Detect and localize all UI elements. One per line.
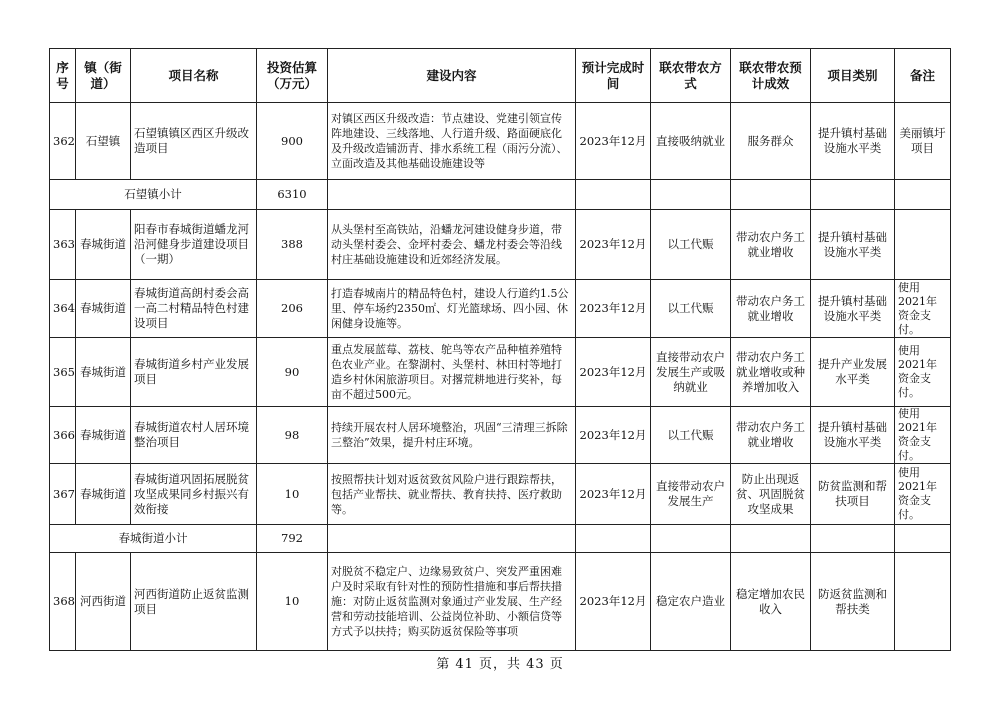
row-method: 直接带动农户发展生产 (651, 464, 731, 525)
row-no: 363 (50, 210, 76, 280)
subtotal-label: 石望镇小计 (50, 180, 257, 210)
subtotal-row (50, 525, 951, 553)
row-note (895, 553, 951, 651)
row-no: 362 (50, 103, 76, 180)
row-project-name: 河西街道防止返贫监测项目 (131, 553, 257, 651)
row-investment: 98 (257, 407, 328, 464)
row-time: 2023年12月 (576, 407, 651, 464)
row-effect: 带动农户务工就业增收 (731, 407, 811, 464)
row-time: 2023年12月 (576, 553, 651, 651)
row-method: 以工代赈 (651, 407, 731, 464)
row-project-name: 春城街道巩固拓展脱贫攻坚成果同乡村振兴有效衔接 (131, 464, 257, 525)
row-time: 2023年12月 (576, 103, 651, 180)
table-row (50, 338, 951, 407)
table-row (50, 210, 951, 280)
header-town: 镇（街道） (76, 49, 131, 103)
row-method: 直接吸纳就业 (651, 103, 731, 180)
header-content: 建设内容 (328, 49, 576, 103)
header-project-name: 项目名称 (131, 49, 257, 103)
header-category: 项目类别 (811, 49, 895, 103)
row-town: 石望镇 (76, 103, 131, 180)
row-category: 防贫监测和帮扶项目 (811, 464, 895, 525)
row-town: 春城街道 (76, 338, 131, 407)
row-effect: 防止出现返贫、巩固脱贫攻坚成果 (731, 464, 811, 525)
row-content: 对脱贫不稳定户、边缘易致贫户、突发严重困难户及时采取有针对性的预防性措施和事后帮扶措施：对防止返贫监测对象通过产业发展、生产经营和劳动技能培训、公益岗位补助、小额信贷等方式予以扶持；购买防返贫保险等事项 (328, 553, 576, 651)
subtotal-row (50, 180, 951, 210)
row-no: 364 (50, 280, 76, 338)
row-project-name: 春城街道高朗村委会高一高二村精品特色村建设项目 (131, 280, 257, 338)
row-note: 使用2021年资金支付。 (895, 464, 951, 525)
row-project-name: 春城街道农村人居环境整治项目 (131, 407, 257, 464)
row-content: 按照帮扶计划对返贫致贫风险户进行跟踪帮扶，包括产业帮扶、就业帮扶、教育扶持、医疗救助等。 (328, 464, 576, 525)
row-no: 365 (50, 338, 76, 407)
row-note (895, 210, 951, 280)
row-investment: 90 (257, 338, 328, 407)
header-investment: 投资估算（万元） (257, 49, 328, 103)
row-content: 持续开展农村人居环境整治，巩固“三清理三拆除三整治”效果，提升村庄环境。 (328, 407, 576, 464)
row-town: 春城街道 (76, 407, 131, 464)
row-effect: 服务群众 (731, 103, 811, 180)
table-row (50, 280, 951, 338)
row-method: 直接带动农户发展生产或吸纳就业 (651, 338, 731, 407)
row-town: 春城街道 (76, 464, 131, 525)
row-content: 打造春城南片的精品特色村，建设人行道约1.5公里、停车场约2350㎡、灯光篮球场、四小园、休闲健身设施等。 (328, 280, 576, 338)
page-footer: 第 41 页，共 43 页 (436, 657, 564, 672)
row-investment: 10 (257, 553, 328, 651)
row-category: 防返贫监测和帮扶类 (811, 553, 895, 651)
row-category: 提升镇村基础设施水平类 (811, 210, 895, 280)
row-town: 春城街道 (76, 210, 131, 280)
row-town: 河西街道 (76, 553, 131, 651)
row-category: 提升镇村基础设施水平类 (811, 103, 895, 180)
table-row (50, 103, 951, 180)
row-time: 2023年12月 (576, 338, 651, 407)
row-investment: 10 (257, 464, 328, 525)
table-row (50, 464, 951, 525)
row-note: 使用2021年资金支付。 (895, 338, 951, 407)
row-effect: 稳定增加农民收入 (731, 553, 811, 651)
row-effect: 带动农户务工就业增收或种养增加收入 (731, 338, 811, 407)
row-no: 368 (50, 553, 76, 651)
subtotal-label: 春城街道小计 (50, 525, 257, 553)
header-row (50, 49, 951, 103)
row-category: 提升镇村基础设施水平类 (811, 280, 895, 338)
row-note: 使用2021年资金支付。 (895, 280, 951, 338)
row-investment: 900 (257, 103, 328, 180)
project-table (49, 48, 951, 651)
row-no: 367 (50, 464, 76, 525)
row-note: 使用2021年资金支付。 (895, 407, 951, 464)
row-category: 提升镇村基础设施水平类 (811, 407, 895, 464)
row-town: 春城街道 (76, 280, 131, 338)
header-effect: 联农带农预计成效 (731, 49, 811, 103)
row-effect: 带动农户务工就业增收 (731, 210, 811, 280)
row-category: 提升产业发展水平类 (811, 338, 895, 407)
row-content: 从头堡村至高铁站，沿蟠龙河建设健身步道，带动头堡村委会、金坪村委会、蟠龙村委会等沿线村庄基础设施建设和近郊经济发展。 (328, 210, 576, 280)
row-method: 以工代赈 (651, 210, 731, 280)
row-effect: 带动农户务工就业增收 (731, 280, 811, 338)
table-row (50, 553, 951, 651)
row-content: 重点发展蓝莓、荔枝、鸵鸟等农产品种植养殖特色农业产业。在黎湖村、头堡村、林田村等地打造乡村休闲旅游项目。对撂荒耕地进行奖补，每亩不超过500元。 (328, 338, 576, 407)
row-time: 2023年12月 (576, 464, 651, 525)
row-method: 稳定农户造业 (651, 553, 731, 651)
row-investment: 206 (257, 280, 328, 338)
header-method: 联农带农方式 (651, 49, 731, 103)
row-investment: 388 (257, 210, 328, 280)
table-row (50, 407, 951, 464)
header-completion-time: 预计完成时间 (576, 49, 651, 103)
row-project-name: 石望镇镇区西区升级改造项目 (131, 103, 257, 180)
row-content: 对镇区西区升级改造：节点建设、党建引领宣传阵地建设、三线落地、人行道升级、路面硬底化及升级改造铺沥青、排水系统工程（雨污分流）、立面改造及其他基础设施建设等 (328, 103, 576, 180)
row-time: 2023年12月 (576, 280, 651, 338)
subtotal-value: 6310 (257, 180, 328, 210)
row-note: 美丽镇圩项目 (895, 103, 951, 180)
header-note: 备注 (895, 49, 951, 103)
row-method: 以工代赈 (651, 280, 731, 338)
header-no: 序号 (50, 49, 76, 103)
row-time: 2023年12月 (576, 210, 651, 280)
row-no: 366 (50, 407, 76, 464)
row-project-name: 阳春市春城街道蟠龙河沿河健身步道建设项目（一期） (131, 210, 257, 280)
subtotal-value: 792 (257, 525, 328, 553)
row-project-name: 春城街道乡村产业发展项目 (131, 338, 257, 407)
